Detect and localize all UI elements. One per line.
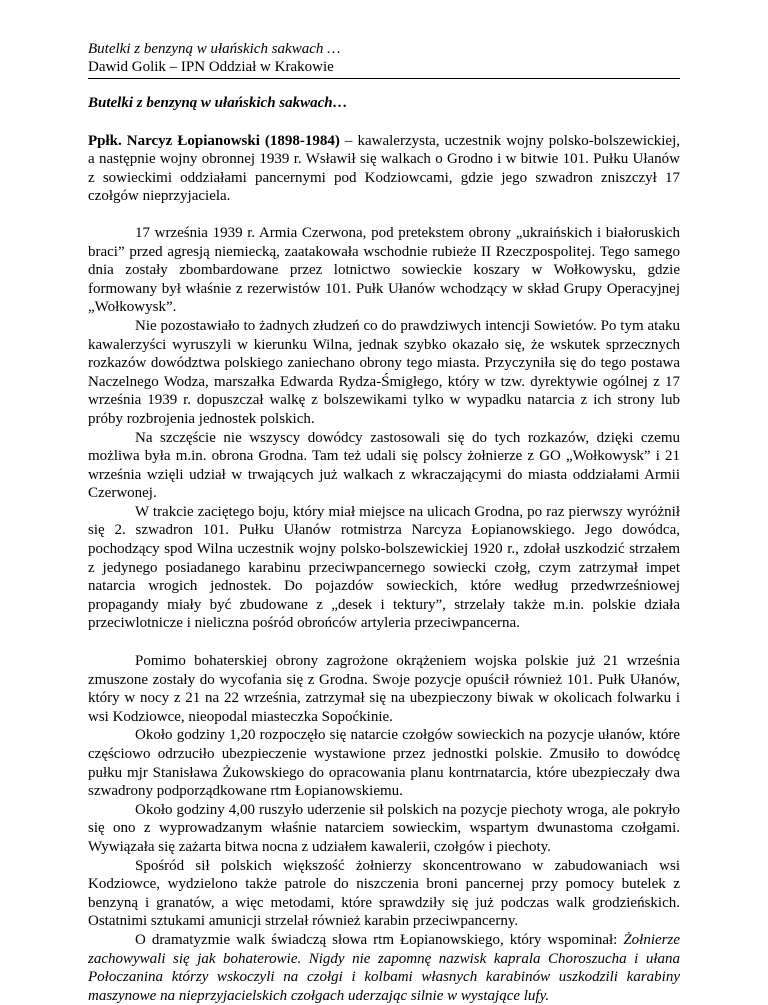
intro-paragraph (88, 132, 680, 206)
intro-name: Ppłk. Narcyz Łopianowski (1898-1984) (88, 132, 340, 149)
paragraph: 17 września 1939 r. Armia Czerwona, pod pretekstem obrony „ukraińskich i białoruskich braci” przed agresją niemiecką, zaatakowała wschodnie rubieże II Rzeczpospolitej. Tego samego dnia zostały zbombardowane przez lotnictwo sowieckie koszary w Wołkowysku, gdzie formowany był właśnie z rezerwistów 101. Pułk Ułanów wchodzący w skład Grupy Operacyjnej „Wołkowysk”. (88, 224, 680, 316)
page-header (88, 40, 680, 79)
author-line: Dawid Golik – IPN Oddział w Krakowie (88, 59, 334, 75)
document-title: Butelki z benzyną w ułańskich sakwach… (88, 95, 348, 111)
document-body (88, 94, 680, 1005)
header-rule (88, 78, 680, 79)
paragraph: Około godziny 4,00 ruszyło uderzenie sił polskich na pozycje piechoty wroga, ale pokryło się ono z wyprowadzanym właśnie natarciem sowieckim, wspartym dwunastoma czołgami. Wywiązała się zażarta bitwa nocna z udziałem kawalerii, czołgów i piechoty. (88, 801, 680, 855)
paragraph: Około godziny 1,20 rozpoczęło się natarcie czołgów sowieckich na pozycje ułanów, które częściowo odrzuciło ubezpieczenie wystawione przez jednostki polskie. Zmusiło to dowódcę pułku mjr Stanisława Żukowskiego do opracowania planu kontrnatarcia, które ubezpieczały dwa szwadrony podporządkowane rtm Łopianowskiemu. (88, 727, 680, 800)
running-title: Butelki z benzyną w ułańskich sakwach … (88, 41, 341, 57)
intro-text: – kawalerzysta, uczestnik wojny polsko-bolszewickiej, a następnie wojny obronnej 1939 r. Wsławił się walkach o Grodno i w bitwie 101. Pułku Ułanów z sowieckimi oddziałami pancernymi pod Kodziowcami, gdzie jego szwadron zniszczył 17 czołgów nieprzyjaciela. (88, 132, 680, 205)
final-text: O dramatyzmie walk świadczą słowa rtm Łopianowskiego, który wspominał: (135, 931, 624, 948)
paragraph: Na szczęście nie wszyscy dowódcy zastosowali się do tych rozkazów, dzięki czemu możliwa była m.in. obrona Grodna. Tam też udali się polscy żołnierze z GO „Wołkowysk” i 21 września wzięli udział w trwających już walkach z wkraczającymi do miasta oddziałami Armii Czerwonej. (88, 429, 680, 502)
paragraph: Nie pozostawiało to żadnych złudzeń co do prawdziwych intencji Sowietów. Po tym ataku kawalerzyści wyruszyli w kierunku Wilna, jednak szybko okazało się, że wskutek sprzecznych rozkazów dowództwa polskiego zaniechano obrony tego miasta. Przyczyniła się do tego postawa Naczelnego Wodza, marszałka Edwarda Rydza-Śmigłego, który w tzw. dyrektywie ogólnej z 17 września 1939 r. dopuszczał walkę z bolszewikami tylko w wypadku natarcia z ich strony lub próby rozbrojenia jednostek polskich. (88, 317, 680, 427)
paragraph: Pomimo bohaterskiej obrony zagrożone okrążeniem wojska polskie już 21 września zmuszone zostały do wycofania się z Grodna. Swoje pozycje opuścił również 101. Pułk Ułanów, który w nocy z 21 na 22 września, zatrzymał się na ubezpieczony biwak w okolicach folwarku i wsi Kodziowce, nieopodal miasteczka Sopoćkinie. (88, 653, 680, 725)
paragraph: W trakcie zaciętego boju, który miał miejsce na ulicach Grodna, po raz pierwszy wyróżnił się 2. szwadron 101. Pułku Ułanów rotmistrza Narcyza Łopianowskiego. Jego dowódca, pochodzący spod Wilna uczestnik wojny polsko-bolszewickiej 1920 r., zdołał uszkodzić strzałem z jedynego posiadanego karabinu przeciwpancernego sowiecki czołg, czym zatrzymał impet natarcia wrogich jednostek. Do pojazdów sowieckich, które według przedwrześniowej propagandy miały być zbudowane z „desek i tektury”, strzelały także m.in. polskie działa przeciwlotnicze i nieliczna pośród obrońców artyleria przeciwpancerna. (88, 503, 680, 632)
quote-text: Żołnierze zachowywali się jak bohaterowie. Nigdy nie zapomnę nazwisk kaprala Choroszucha i ułana Połoczanina którzy wskoczyli na czołgi i kolbami własnych karabinów uszkodzili karabiny maszynowe na nieprzyjacielskich czołgach uderzając silnie w wystające lufy. (88, 931, 680, 1004)
paragraph: Spośród sił polskich większość żołnierzy skoncentrowano w zabudowaniach wsi Kodziowce, wydzielono także patrole do niszczenia broni pancernej przy pomocy butelek z benzyną i granatów, a więc metodami, które sprawdziły się już podczas walk grodzieńskich. Ostatnimi sztukami amunicji strzelał również karabin przeciwpancerny. (88, 857, 680, 930)
